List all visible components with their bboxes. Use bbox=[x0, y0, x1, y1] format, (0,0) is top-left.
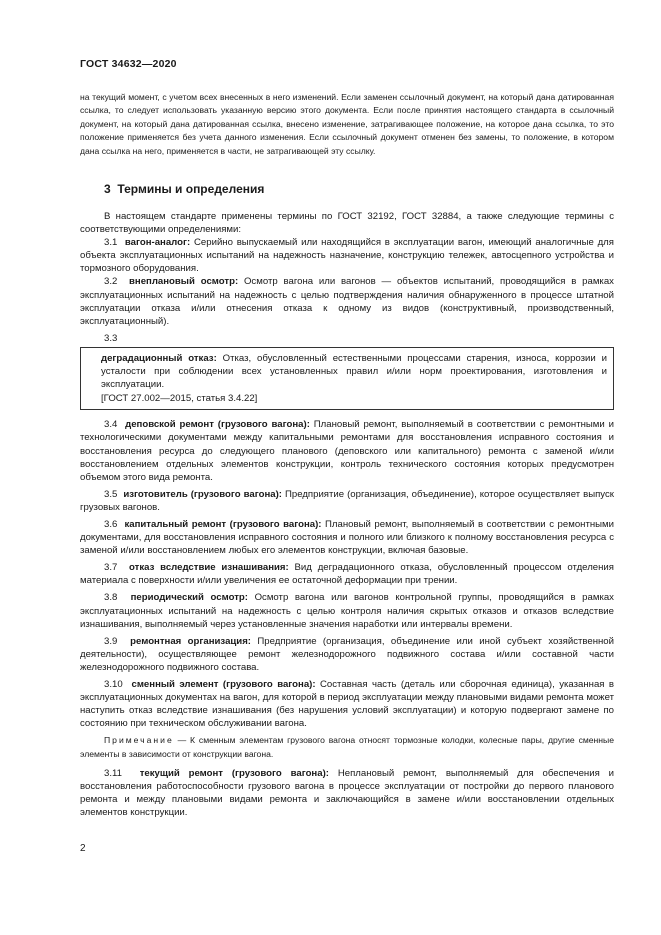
term-number: 3.10 bbox=[104, 679, 123, 690]
term-definition: Осмотр вагона или вагонов контрольной группы, проводящийся в рамках эксплуатационных испытаний на надежность с целью контроля наличия скрытых отказов и отказов вследствие изнашивания, выполняемый через установленные значения наработки или интервалы времени. bbox=[80, 592, 614, 630]
term-name: капитальный ремонт (грузового вагона): bbox=[124, 518, 322, 530]
term-3-10 bbox=[80, 678, 614, 730]
term-definition: Плановый ремонт, выполняемый в соответствии с ремонтными документами, для восстановления исправного состояния и полного или близкого к полному восстановления ресурса с заменой и/или восстановлением любых его элементов конструкции, включая базовые. bbox=[80, 518, 615, 557]
term-definition: Составная часть (деталь или сборочная единица), указанная в эксплуатационных документах на вагон, для которой в период эксплуатации между плановыми видами ремонта может наступить отказ вследствие изнашивания (без нарушения условий эксплуатации) и которую подвергают замене по состоянию при техническом обслуживании вагона. bbox=[80, 679, 614, 730]
term-name: вагон-аналог: bbox=[124, 237, 191, 249]
section-body bbox=[80, 210, 614, 819]
note-text: — К сменным элементам грузового вагона относят тормозные колодки, колесные пары, другие сменные элементы в зависимости от конструкции вагона. bbox=[80, 735, 615, 759]
document-header: ГОСТ 34632—2020 bbox=[80, 58, 177, 70]
term-name: текущий ремонт (грузового вагона): bbox=[139, 767, 329, 779]
term-3-9 bbox=[80, 635, 614, 674]
term-name: деградационный отказ: bbox=[101, 352, 217, 364]
term-definition: Отказ, обусловленный естественными процессами старения, износа, коррозии и усталости при соблюдении всех установленных правил и/или норм проектирования, изготовления и эксплуатации. bbox=[101, 352, 607, 391]
term-3-6 bbox=[80, 518, 614, 557]
term-number-3-3: 3.3 bbox=[104, 332, 118, 344]
term-definition: Серийно выпускаемый или находящийся в эксплуатации вагон, имеющий аналогичные для объекта эксплуатационных испытаний на надежность назначение, конструкцию тележек, автосцепного устройства и тормозного оборудования. bbox=[80, 237, 614, 275]
term-number: 3.4 bbox=[104, 419, 118, 431]
term-name: изготовитель (грузового вагона): bbox=[123, 488, 282, 500]
quoted-term-box bbox=[80, 347, 614, 410]
term-3-3 bbox=[101, 352, 607, 391]
term-number: 3.7 bbox=[104, 562, 118, 574]
term-name: деповской ремонт (грузового вагона): bbox=[125, 419, 310, 431]
term-3-7 bbox=[80, 561, 614, 587]
term-name: отказ вследствие изнашивания: bbox=[129, 562, 289, 574]
term-name: сменный элемент (грузового вагона): bbox=[131, 679, 316, 690]
page-number: 2 bbox=[80, 843, 86, 854]
term-definition: Предприятие (организация, объединение или иной субъект хозяйственной деятельности), осуществляющее ремонт железнодорожного подвижного состава и/или составной части железнодорожного подвижного состава. bbox=[80, 635, 614, 673]
term-definition: Неплановый ремонт, выполняемый для обеспечения и восстановления работоспособности грузового вагона в процессе эксплуатации от постройки до первого планового ремонта и между плановыми видами ремонта и заключающийся в замене и/или восстановлении отдельных элементов конструкции. bbox=[80, 767, 614, 819]
intro-paragraph: на текущий момент, с учетом всех внесенных в него изменений. Если заменен ссылочный документ, на который дана датированная ссылка, то следует использовать указанную версию этого документа. Если после принятия настоящего стандарта в ссылочный документ, на который дана датированная ссылка, внесено изменение, затрагивающее положение, на которое дана ссылка, то это положение применяется без учета данного изменения. Если ссылочный документ отменен без замены, то положение, в котором дана ссылка на него, применяется в части, не затрагивающей эту ссылку. bbox=[80, 92, 614, 156]
term-name: периодический осмотр: bbox=[130, 592, 248, 604]
note-label: Примечание bbox=[104, 735, 174, 746]
section-number: 3 bbox=[104, 182, 111, 196]
term-3-11 bbox=[80, 767, 614, 819]
term-definition: Осмотр вагона или вагонов — объектов испытаний, проводящийся в рамках эксплуатационных испытаний на надежность с целью подтверждения наличия обнаруженного в процессе штатной эксплуатации отказа и/или отнесения отказа к одному из видов (конструктивный, производственный, эксплуатационный). bbox=[80, 276, 614, 327]
term-3-5 bbox=[80, 488, 614, 514]
section-lead: В настоящем стандарте применены термины по ГОСТ 32192, ГОСТ 32884, а также следующие термины с соответствующими определениями: bbox=[80, 211, 614, 236]
term-name: внеплановый осмотр: bbox=[129, 276, 239, 288]
term-source-reference: [ГОСТ 27.002—2015, статья 3.4.22] bbox=[101, 393, 258, 405]
term-3-4 bbox=[80, 418, 614, 483]
term-definition: Вид деградационного отказа, обусловленный процессом отделения материала с поверхности и/или увеличения ее остаточной деформации при трении. bbox=[80, 562, 614, 587]
section-heading bbox=[104, 182, 264, 196]
term-3-1 bbox=[80, 236, 614, 275]
term-definition: Предприятие (организация, объединение), которое осуществляет выпуск грузовых вагонов. bbox=[80, 488, 614, 513]
term-number: 3.8 bbox=[104, 592, 118, 604]
term-number: 3.5 bbox=[104, 488, 118, 500]
term-number: 3.1 bbox=[104, 237, 118, 249]
term-number: 3.6 bbox=[104, 518, 118, 530]
term-number: 3.9 bbox=[104, 635, 118, 647]
term-definition: Плановый ремонт, выполняемый в соответствии с ремонтными и технологическими документами между капитальными ремонтами для восстановления исправного состояния и восстановления ресурса до следующего планового (деповского или капитального) ремонта с заменой и/или восстановлением отдельных элементов конструкции, контроль технического состояния которых предусмотрен объемом этого вида ремонта. bbox=[80, 419, 614, 483]
term-3-8 bbox=[80, 591, 614, 630]
term-number: 3.11 bbox=[104, 767, 122, 779]
term-3-2 bbox=[80, 275, 614, 327]
section-title: Термины и определения bbox=[117, 182, 265, 196]
term-name: ремонтная организация: bbox=[130, 635, 251, 647]
term-note bbox=[80, 734, 614, 761]
term-number: 3.2 bbox=[104, 276, 118, 288]
